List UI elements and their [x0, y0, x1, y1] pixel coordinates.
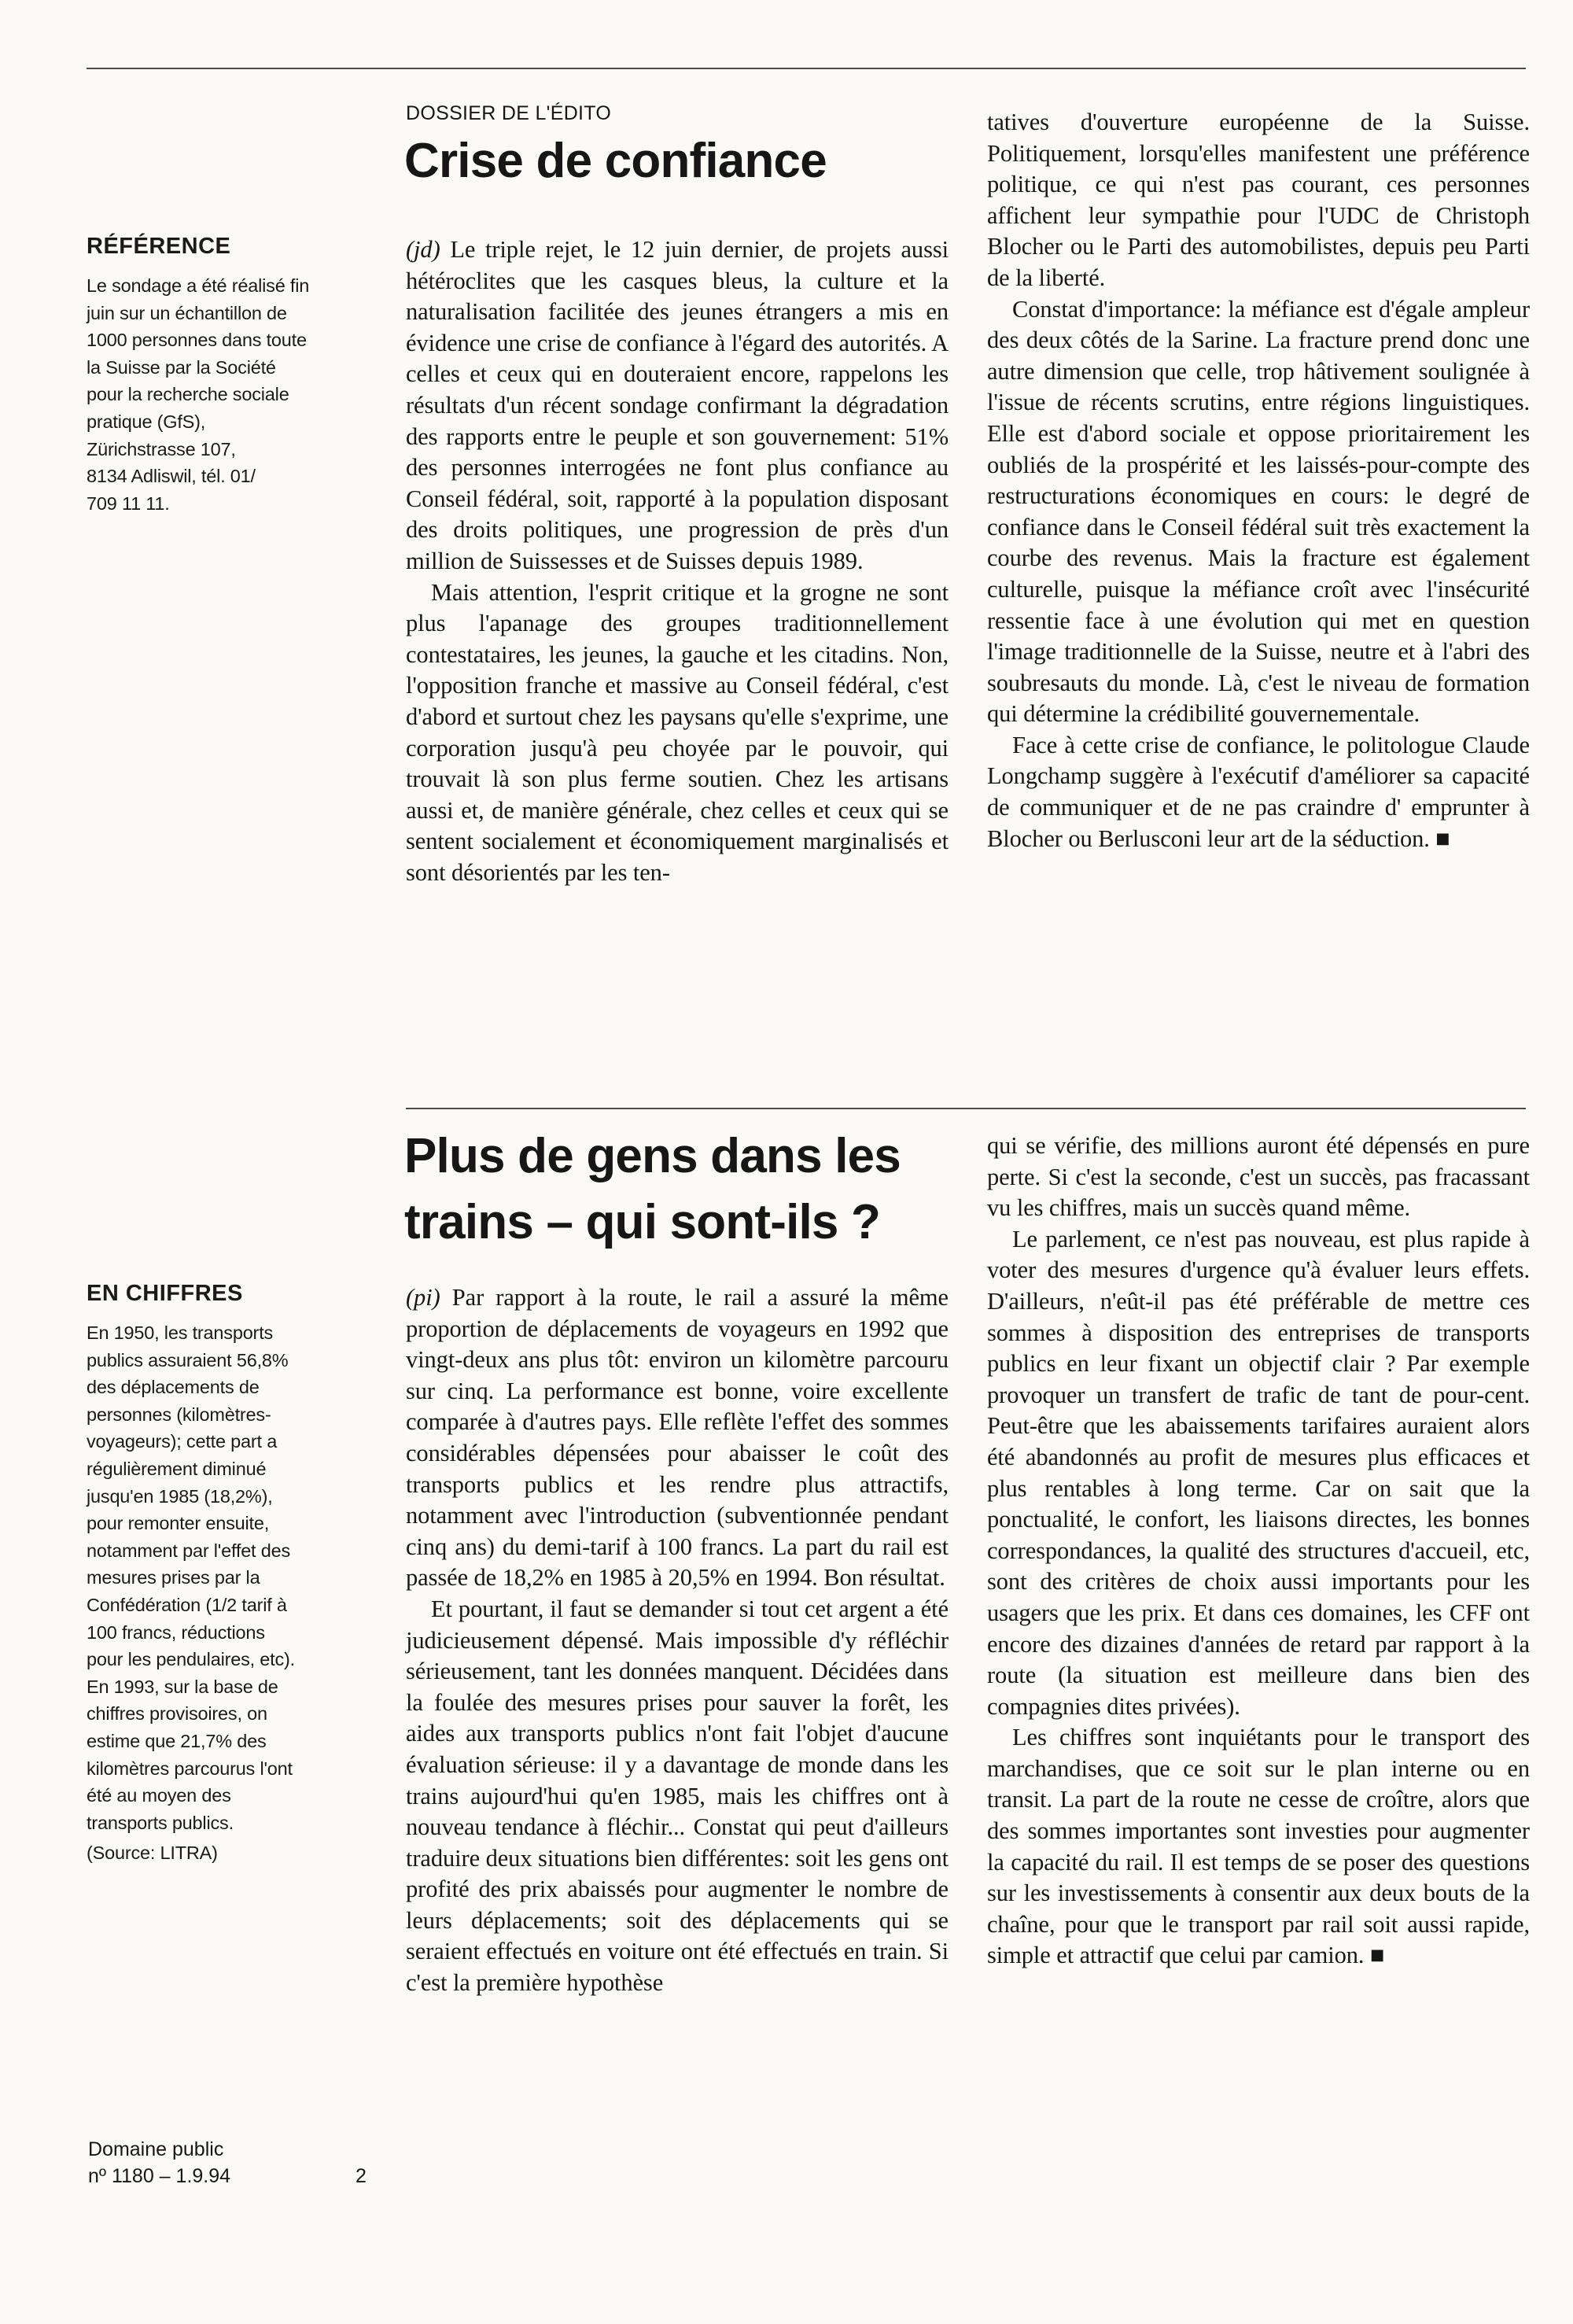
- sidebar-figures: [87, 1281, 385, 1867]
- article1-paragraph: (jd) Le triple rejet, le 12 juin dernier, de projets aussi hétéroclites que les casques bleus, la culture et la naturalisation facilitée des jeunes étrangers a mis en évidence une crise de confiance à l'égard des autorités. A celles et ceux qui en douteraient encore, rappelons les résultats d'un récent sondage confirmant la dégradation des rapports entre le peuple et son gouvernement: 51% des personnes interrogées ne font plus confiance au Conseil fédéral, soit, rapporté à la population disposant des droits politiques, une progression de près d'un million de Suissesses et de Suisses depuis 1989.: [406, 236, 949, 574]
- article1-paragraph: Mais attention, l'esprit critique et la grogne ne sont plus l'apanage des groupes traditionnellement contestataires, les jeunes, la gauche et les citadins. Non, l'opposition franche et massive au Conseil fédéral, c'est d'abord et surtout chez les paysans qu'elle s'exprime, une corporation jusqu'à peu choyée par le pouvoir, qui trouvait là son plus ferme soutien. Chez les artisans aussi et, de manière générale, chez celles et ceux qui se sentent socialement et économiquement marginalisés et sont désorientés par les ten-: [406, 578, 949, 886]
- article1-paragraph: tatives d'ouverture européenne de la Suisse. Politiquement, lorsqu'elles manifestent une préférence politique, ce qui n'est pas courant, ces personnes affichent leur sympathie pour l'UDC de Christoph Blocher ou le Parti des automobilistes, depuis peu Parti de la liberté.: [987, 109, 1530, 291]
- reference-body: Le sondage a été réalisé fin juin sur un échantillon de 1000 personnes dans toute la Suisse par la Société pour la recherche sociale pratique (GfS), Zürichstrasse 107, 8134 Adliswil, tél. 01/ 709 11 11.: [87, 275, 310, 514]
- article2-paragraph: Le parlement, ce n'est pas nouveau, est plus rapide à voter des mesures d'urgence qu'à évaluer leurs effets. D'ailleurs, n'eût-il pas été préférable de mettre ces sommes à disposition des entreprises de transports publics en leur fixant un objectif clair ? Par exemple provoquer un transfert de trafic de tant de pour-cent. Peut-être que les abaissements tarifaires auraient alors été abandonnés au profit de mesures plus efficaces et plus rentables à long terme. Car on sait que la ponctualité, le confort, les liaisons directes, les bonnes correspondances, la qualité des structures d'accueil, etc, sont des critères de choix aussi importants pour les usagers que les prix. Et dans ces domaines, les CFF ont encore des dizaines d'années de retard par rapport à la route (la situation est meilleure dans bien des compagnies dites privées).: [987, 1225, 1530, 1720]
- article2-paragraph: (pi) Par rapport à la route, le rail a assuré la même proportion de déplacements de voyageurs en 1992 que vingt-deux ans plus tôt: environ un kilomètre parcouru sur cinq. La performance est bonne, voire excellente comparée à d'autres pays. Elle reflète l'effet des sommes considérables dépensées pour abaisser le coût des transports publics et les rendre plus attractifs, notamment avec l'introduction (subventionnée pendant cinq ans) du demi-tarif à 100 francs. La part du rail est passée de 18,2% en 1985 à 20,5% en 1994. Bon résultat.: [406, 1284, 949, 1592]
- footer-publication: Domaine public: [88, 2138, 224, 2160]
- article2-paragraph: qui se vérifie, des millions auront été dépensés en pure perte. Si c'est la seconde, c'est un succès, pas fracassant vu les chiffres, mais un succès quand même.: [987, 1132, 1530, 1222]
- article1-initials: (jd): [406, 236, 440, 263]
- footer-issue: nº 1180 – 1.9.94: [88, 2165, 231, 2187]
- article2-paragraph: Et pourtant, il faut se demander si tout cet argent a été judicieusement dépensé. Mais impossible d'y réfléchir sérieusement, tant les données manquent. Décidées dans la foulée des mesures prises pour sauver la forêt, les aides aux transports publics n'ont fait l'objet d'aucune évaluation sérieuse: il y a davantage de monde dans les trains aujourd'hui qu'en 1985, mais les chiffres ont à nouveau tendance à fléchir... Constat qui peut d'ailleurs traduire deux situations bien différentes: soit les gens ont profité des prix abaissés pour augmenter le nombre de leurs déplacements; soit des déplacements qui se seraient effectués en voiture ont été effectués en train. Si c'est la première hypothèse: [406, 1595, 949, 1997]
- article2-headline: Plus de gens dans les trains – qui sont-ils ?: [404, 1129, 901, 1249]
- figures-source: (Source: LITRA): [87, 1843, 218, 1864]
- article1-paragraph: Constat d'importance: la méfiance est d'égale ampleur des deux côtés de la Sarine. La fracture prend donc une autre dimension que celle, trop hâtivement soulignée à l'issue de récents scrutins, entre régions linguistiques. Elle est d'abord sociale et oppose prioritairement les oubliés de la prospérité et les laissés-pour-compte des restructurations économiques en cours: le degré de confiance dans le Conseil fédéral suit très exactement la courbe des revenus. Mais la fracture est également culturelle, puisque la méfiance croît avec l'insécurité ressentie face à une évolution qui met en question l'image traditionnelle de la Suisse, neutre et à l'abri des soubresauts du monde. Là, c'est le niveau de formation qui détermine la crédibilité gouvernementale.: [987, 295, 1530, 728]
- page-number: 2: [355, 2165, 367, 2187]
- reference-title: RÉFÉRENCE: [87, 234, 231, 259]
- figures-body: En 1950, les transports publics assuraient 56,8% des déplacements de personnes (kilomètres- voyageurs); cette part a régulièrement diminué jusqu'en 1985 (18,2%), pour remonter ensuite, notamment par l'effet des mesures prises par la Confédération (1/2 tarif à 100 francs, réductions pour les pendulaires, etc). En 1993, sur la base de chiffres provisoires, on estime que 21,7% des kilomètres parcourus l'ont été au moyen des transports publics.: [87, 1322, 295, 1833]
- sidebar-reference: [87, 234, 385, 517]
- article2-column-2: [987, 1131, 1530, 1972]
- article2-column-1: [406, 1282, 949, 1999]
- article-divider: [406, 1108, 1526, 1109]
- article1-headline: Crise de confiance: [404, 134, 827, 188]
- article1-column-1: [406, 234, 949, 888]
- article1-column-2: [987, 107, 1530, 854]
- figures-title: EN CHIFFRES: [87, 1281, 243, 1306]
- article2-paragraph: Les chiffres sont inquiétants pour le transport des marchandises, que ce soit sur le plan interne ou en transit. La part de la route ne cesse de croître, alors que des sommes importantes sont investies pour augmenter la capacité du rail. Il est temps de se poser des questions sur les investissements à consentir aux deux bouts de la chaîne, pour que le transport par rail soit aussi rapide, simple et attractif que celui par camion. ■: [987, 1724, 1530, 1969]
- article1-paragraph: Face à cette crise de confiance, le politologue Claude Longchamp suggère à l'exécutif d'améliorer sa capacité de communiquer et de ne pas craindre d' emprunter à Blocher ou Berlusconi leur art de la séduction. ■: [987, 731, 1530, 852]
- article2-initials: (pi): [406, 1284, 440, 1311]
- top-rule: [87, 68, 1526, 69]
- article1-kicker: DOSSIER DE L'ÉDITO: [406, 102, 612, 124]
